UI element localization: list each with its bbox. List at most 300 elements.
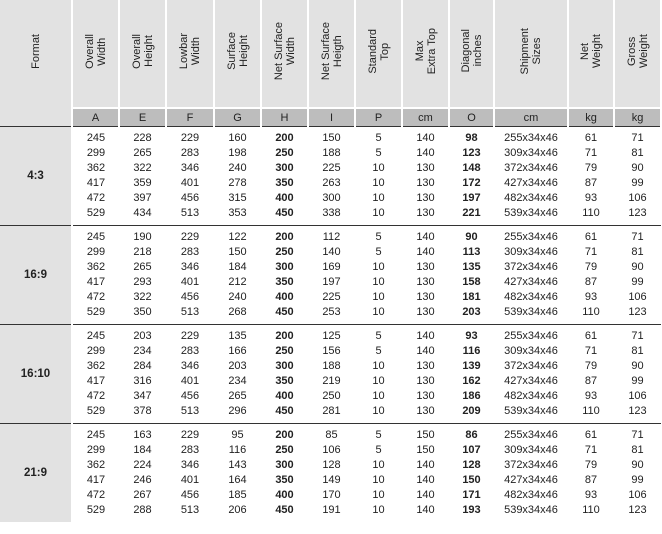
table-cell: 85 — [325, 429, 338, 441]
table-cell: 172 — [462, 177, 481, 189]
table-cell: 87 — [584, 375, 598, 387]
column-header — [119, 0, 166, 108]
table-cell: 130 — [416, 390, 435, 402]
table-row — [0, 473, 661, 488]
table-row — [0, 161, 661, 176]
table-cell: 99 — [631, 474, 644, 486]
table-cell: 278 — [228, 177, 247, 189]
table-cell: 123 — [462, 147, 481, 159]
table-row — [0, 131, 661, 146]
table-cell: 362 — [86, 162, 106, 174]
table-cell: 359 — [133, 177, 152, 189]
table-cell: 140 — [416, 459, 435, 471]
format-label: 4:3 — [0, 127, 72, 226]
table-cell: 170 — [322, 489, 341, 501]
table-cell: 482x34x46 — [504, 192, 558, 204]
table-row — [0, 245, 661, 260]
table-cell: 128 — [462, 459, 481, 471]
table-cell: 61 — [584, 132, 598, 144]
table-cell: 265 — [228, 390, 247, 402]
table-cell: 300 — [275, 162, 294, 174]
table-cell: 229 — [180, 429, 200, 441]
table-cell: 350 — [275, 276, 294, 288]
table-cell: 10 — [372, 489, 385, 501]
column-header-label: Overall Width — [83, 33, 108, 69]
table-cell: 79 — [584, 162, 598, 174]
table-cell: 81 — [631, 345, 644, 357]
table-cell: 427x34x46 — [504, 375, 558, 387]
table-cell: 283 — [180, 444, 200, 456]
table-cell: 190 — [133, 231, 152, 243]
table-cell: 346 — [180, 459, 200, 471]
table-cell: 245 — [86, 231, 106, 243]
table-cell: 225 — [322, 162, 341, 174]
table-cell: 362 — [86, 459, 106, 471]
table-cell: 61 — [584, 429, 598, 441]
table-cell: 10 — [372, 504, 385, 516]
table-cell: 315 — [228, 192, 247, 204]
table-cell: 140 — [416, 246, 435, 258]
table-cell: 293 — [133, 276, 152, 288]
table-cell: 417 — [86, 375, 106, 387]
table-row — [0, 275, 661, 290]
table-cell: 99 — [631, 177, 644, 189]
table-cell: 123 — [628, 306, 647, 318]
table-cell: 417 — [86, 276, 106, 288]
table-cell: 106 — [322, 444, 341, 456]
table-cell: 116 — [462, 345, 481, 357]
table-cell: 5 — [375, 429, 382, 441]
table-cell: 10 — [372, 177, 385, 189]
table-cell: 482x34x46 — [504, 390, 558, 402]
table-cell: 188 — [322, 360, 341, 372]
table-cell: 90 — [631, 459, 644, 471]
table-cell: 250 — [275, 246, 294, 258]
table-cell: 99 — [631, 276, 644, 288]
table-cell: 246 — [133, 474, 152, 486]
table-row — [0, 428, 661, 443]
table-cell: 106 — [628, 192, 647, 204]
table-cell: 229 — [180, 330, 200, 342]
table-cell: 90 — [631, 162, 644, 174]
table-cell: 219 — [322, 375, 341, 387]
table-cell: 401 — [180, 276, 200, 288]
table-cell: 79 — [584, 459, 598, 471]
table-cell: 79 — [584, 360, 598, 372]
table-cell: 150 — [228, 246, 247, 258]
table-cell: 113 — [462, 246, 481, 258]
table-row — [0, 443, 661, 458]
table-cell: 135 — [228, 330, 247, 342]
table-cell: 229 — [180, 132, 200, 144]
table-cell: 203 — [133, 330, 152, 342]
table-cell: 417 — [86, 474, 106, 486]
table-cell: 81 — [631, 246, 644, 258]
table-cell: 513 — [180, 207, 200, 219]
table-cell: 400 — [275, 390, 294, 402]
table-cell: 106 — [628, 291, 647, 303]
table-cell: 130 — [416, 306, 435, 318]
table-cell: 203 — [228, 360, 247, 372]
table-cell: 10 — [372, 474, 385, 486]
table-cell: 529 — [86, 207, 106, 219]
table-cell: 434 — [133, 207, 152, 219]
table-cell: 10 — [372, 192, 385, 204]
table-cell: 200 — [275, 132, 294, 144]
table-cell: 265 — [133, 147, 152, 159]
table-cell: 283 — [180, 246, 200, 258]
column-unit: G — [214, 108, 261, 127]
column-header — [0, 0, 72, 108]
table-cell: 300 — [275, 360, 294, 372]
table-cell: 90 — [631, 261, 644, 273]
table-cell: 362 — [86, 360, 106, 372]
table-cell: 450 — [275, 405, 294, 417]
table-cell: 150 — [416, 444, 435, 456]
table-cell: 456 — [180, 291, 200, 303]
table-row — [0, 359, 661, 374]
table-cell: 71 — [584, 147, 598, 159]
table-cell: 135 — [462, 261, 481, 273]
table-cell: 10 — [372, 405, 385, 417]
table-cell: 191 — [322, 504, 341, 516]
table-cell: 163 — [133, 429, 152, 441]
table-cell: 156 — [322, 345, 341, 357]
table-cell: 160 — [228, 132, 247, 144]
column-unit: E — [119, 108, 166, 127]
table-cell: 130 — [416, 291, 435, 303]
table-cell: 61 — [584, 330, 598, 342]
table-cell: 184 — [133, 444, 152, 456]
table-row — [0, 344, 661, 359]
format-label: 16:10 — [0, 325, 72, 424]
table-cell: 234 — [133, 345, 152, 357]
table-cell: 110 — [582, 306, 600, 318]
table-cell: 166 — [228, 345, 247, 357]
table-cell: 401 — [180, 177, 200, 189]
table-cell: 10 — [372, 276, 385, 288]
table-cell: 265 — [133, 261, 152, 273]
table-cell: 5 — [375, 246, 382, 258]
table-cell: 472 — [86, 291, 106, 303]
table-cell: 267 — [133, 489, 152, 501]
table-cell: 140 — [416, 231, 435, 243]
table-cell: 130 — [416, 192, 435, 204]
table-cell: 240 — [228, 291, 247, 303]
table-cell: 93 — [584, 390, 598, 402]
table-cell: 450 — [275, 504, 294, 516]
table-cell: 140 — [416, 504, 435, 516]
table-cell: 71 — [631, 231, 644, 243]
table-cell: 193 — [462, 504, 481, 516]
table-cell: 140 — [416, 330, 435, 342]
table-cell: 130 — [416, 207, 435, 219]
table-row — [0, 389, 661, 404]
unit-row — [0, 108, 661, 127]
column-header — [166, 0, 214, 108]
table-cell: 450 — [275, 306, 294, 318]
table-cell: 164 — [228, 474, 247, 486]
table-cell: 130 — [416, 375, 435, 387]
format-label: 16:9 — [0, 226, 72, 325]
table-cell: 140 — [416, 474, 435, 486]
table-row — [0, 290, 661, 305]
table-row — [0, 260, 661, 275]
table-cell: 299 — [86, 444, 106, 456]
table-cell: 456 — [180, 489, 200, 501]
table-cell: 169 — [322, 261, 341, 273]
table-row — [0, 206, 661, 221]
table-cell: 338 — [322, 207, 341, 219]
table-cell: 347 — [133, 390, 152, 402]
table-cell: 346 — [180, 162, 200, 174]
table-cell: 472 — [86, 390, 106, 402]
table-cell: 299 — [86, 147, 106, 159]
table-cell: 245 — [86, 429, 106, 441]
table-cell: 107 — [462, 444, 481, 456]
table-cell: 150 — [322, 132, 341, 144]
table-cell: 250 — [275, 345, 294, 357]
table-cell: 140 — [416, 489, 435, 501]
table-cell: 224 — [133, 459, 152, 471]
table-cell: 200 — [275, 330, 294, 342]
group-padding — [0, 518, 661, 522]
table-cell: 140 — [416, 132, 435, 144]
table-row — [0, 404, 661, 419]
column-unit: O — [449, 108, 494, 127]
table-cell: 116 — [228, 444, 247, 456]
table-cell: 322 — [133, 162, 152, 174]
table-cell: 378 — [133, 405, 152, 417]
column-header — [214, 0, 261, 108]
column-header-label: Format — [29, 34, 42, 69]
table-cell: 139 — [462, 360, 481, 372]
column-unit: A — [72, 108, 119, 127]
table-cell: 309x34x46 — [504, 147, 558, 159]
table-cell: 71 — [631, 132, 644, 144]
table-row — [0, 305, 661, 320]
table-cell: 10 — [372, 306, 385, 318]
table-cell: 93 — [465, 330, 478, 342]
column-header-label: Standard Top — [366, 28, 391, 74]
table-cell: 10 — [372, 375, 385, 387]
table-cell: 99 — [631, 375, 644, 387]
table-cell: 529 — [86, 504, 106, 516]
table-cell: 90 — [465, 231, 478, 243]
table-cell: 93 — [584, 192, 598, 204]
table-cell: 316 — [133, 375, 152, 387]
table-cell: 10 — [372, 207, 385, 219]
table-cell: 5 — [375, 132, 382, 144]
table-cell: 71 — [584, 246, 598, 258]
table-cell: 539x34x46 — [504, 405, 558, 417]
table-cell: 299 — [86, 345, 106, 357]
column-unit: P — [355, 108, 402, 127]
table-cell: 5 — [375, 330, 382, 342]
table-cell: 5 — [375, 231, 382, 243]
table-cell: 130 — [416, 162, 435, 174]
table-cell: 171 — [462, 489, 481, 501]
table-cell: 255x34x46 — [504, 231, 558, 243]
table-cell: 122 — [228, 231, 247, 243]
table-cell: 130 — [416, 405, 435, 417]
table-cell: 110 — [582, 504, 600, 516]
table-cell: 250 — [275, 444, 294, 456]
table-cell: 513 — [180, 306, 200, 318]
column-unit: cm — [402, 108, 449, 127]
table-cell: 90 — [631, 360, 644, 372]
table-cell: 162 — [462, 375, 481, 387]
column-header — [72, 0, 119, 108]
table-cell: 140 — [416, 147, 435, 159]
table-cell: 427x34x46 — [504, 177, 558, 189]
column-unit: kg — [614, 108, 661, 127]
table-cell: 401 — [180, 474, 200, 486]
table-cell: 299 — [86, 246, 106, 258]
table-cell: 397 — [133, 192, 152, 204]
table-cell: 188 — [322, 147, 341, 159]
table-cell: 372x34x46 — [504, 162, 558, 174]
table-cell: 184 — [228, 261, 247, 273]
table-cell: 218 — [133, 246, 152, 258]
table-row — [0, 488, 661, 503]
column-header-label: Gross Weight — [625, 33, 650, 69]
table-cell: 322 — [133, 291, 152, 303]
column-header — [449, 0, 494, 108]
table-cell: 93 — [584, 489, 598, 501]
table-cell: 106 — [628, 390, 647, 402]
table-row — [0, 191, 661, 206]
column-unit: H — [261, 108, 308, 127]
table-cell: 362 — [86, 261, 106, 273]
table-cell: 150 — [416, 429, 435, 441]
table-cell: 10 — [372, 390, 385, 402]
column-header-label: Overall Height — [130, 33, 155, 69]
table-cell: 110 — [582, 405, 600, 417]
table-row — [0, 329, 661, 344]
table-cell: 95 — [231, 429, 244, 441]
table-cell: 309x34x46 — [504, 345, 558, 357]
table-cell: 283 — [180, 345, 200, 357]
table-cell: 158 — [462, 276, 481, 288]
table-cell: 186 — [462, 390, 481, 402]
table-cell: 353 — [228, 207, 247, 219]
table-cell: 87 — [584, 276, 598, 288]
table-cell: 288 — [133, 504, 152, 516]
table-cell: 123 — [628, 207, 647, 219]
table-cell: 87 — [584, 177, 598, 189]
table-cell: 281 — [322, 405, 341, 417]
table-cell: 185 — [228, 489, 247, 501]
table-cell: 98 — [465, 132, 478, 144]
table-cell: 350 — [275, 474, 294, 486]
table-cell: 5 — [375, 444, 382, 456]
table-cell: 400 — [275, 291, 294, 303]
table-cell: 529 — [86, 405, 106, 417]
column-header-label: Lowbar Width — [178, 32, 202, 70]
table-cell: 346 — [180, 360, 200, 372]
column-header — [308, 0, 355, 108]
table-cell: 197 — [322, 276, 341, 288]
table-cell: 61 — [584, 231, 598, 243]
table-cell: 539x34x46 — [504, 207, 558, 219]
table-cell: 197 — [462, 192, 481, 204]
table-cell: 255x34x46 — [504, 330, 558, 342]
table-cell: 93 — [584, 291, 598, 303]
column-header — [614, 0, 661, 108]
column-header — [494, 0, 568, 108]
table-cell: 112 — [322, 231, 341, 243]
column-header-label: Max Extra Top — [413, 27, 438, 75]
table-cell: 71 — [631, 429, 644, 441]
column-header — [261, 0, 308, 108]
table-cell: 123 — [628, 405, 647, 417]
table-cell: 130 — [416, 177, 435, 189]
table-cell: 372x34x46 — [504, 459, 558, 471]
table-cell: 71 — [584, 345, 598, 357]
column-header-label: Surface Height — [225, 32, 250, 70]
table-cell: 539x34x46 — [504, 504, 558, 516]
column-unit: kg — [568, 108, 614, 127]
table-row — [0, 230, 661, 245]
format-label: 21:9 — [0, 424, 72, 522]
column-unit: I — [308, 108, 355, 127]
table-cell: 209 — [462, 405, 481, 417]
column-unit: F — [166, 108, 214, 127]
table-cell: 309x34x46 — [504, 444, 558, 456]
table-cell: 255x34x46 — [504, 132, 558, 144]
table-cell: 148 — [462, 162, 481, 174]
table-cell: 245 — [86, 132, 106, 144]
table-cell: 296 — [228, 405, 247, 417]
table-cell: 250 — [275, 147, 294, 159]
table-cell: 143 — [228, 459, 247, 471]
table-cell: 513 — [180, 405, 200, 417]
table-cell: 5 — [375, 345, 382, 357]
table-cell: 10 — [372, 291, 385, 303]
table-cell: 81 — [631, 147, 644, 159]
table-cell: 255x34x46 — [504, 429, 558, 441]
table-cell: 81 — [631, 444, 644, 456]
table-cell: 150 — [462, 474, 481, 486]
table-cell: 450 — [275, 207, 294, 219]
table-cell: 221 — [462, 207, 481, 219]
table-cell: 250 — [322, 390, 341, 402]
column-header-label: Net Surface Heigth — [319, 21, 344, 81]
table-cell: 203 — [462, 306, 481, 318]
table-cell: 456 — [180, 192, 200, 204]
table-cell: 110 — [582, 207, 600, 219]
column-header — [355, 0, 402, 108]
table-cell: 372x34x46 — [504, 360, 558, 372]
table-cell: 513 — [180, 504, 200, 516]
table-cell: 268 — [228, 306, 247, 318]
table-cell: 128 — [322, 459, 341, 471]
table-cell: 245 — [86, 330, 106, 342]
table-cell: 200 — [275, 429, 294, 441]
table-cell: 300 — [275, 459, 294, 471]
table-cell: 253 — [322, 306, 341, 318]
table-cell: 417 — [86, 177, 106, 189]
table-cell: 482x34x46 — [504, 291, 558, 303]
table-cell: 350 — [275, 375, 294, 387]
table-cell: 130 — [416, 276, 435, 288]
table-row — [0, 176, 661, 191]
table-cell: 283 — [180, 147, 200, 159]
table-cell: 472 — [86, 192, 106, 204]
table-cell: 106 — [628, 489, 647, 501]
table-cell: 346 — [180, 261, 200, 273]
